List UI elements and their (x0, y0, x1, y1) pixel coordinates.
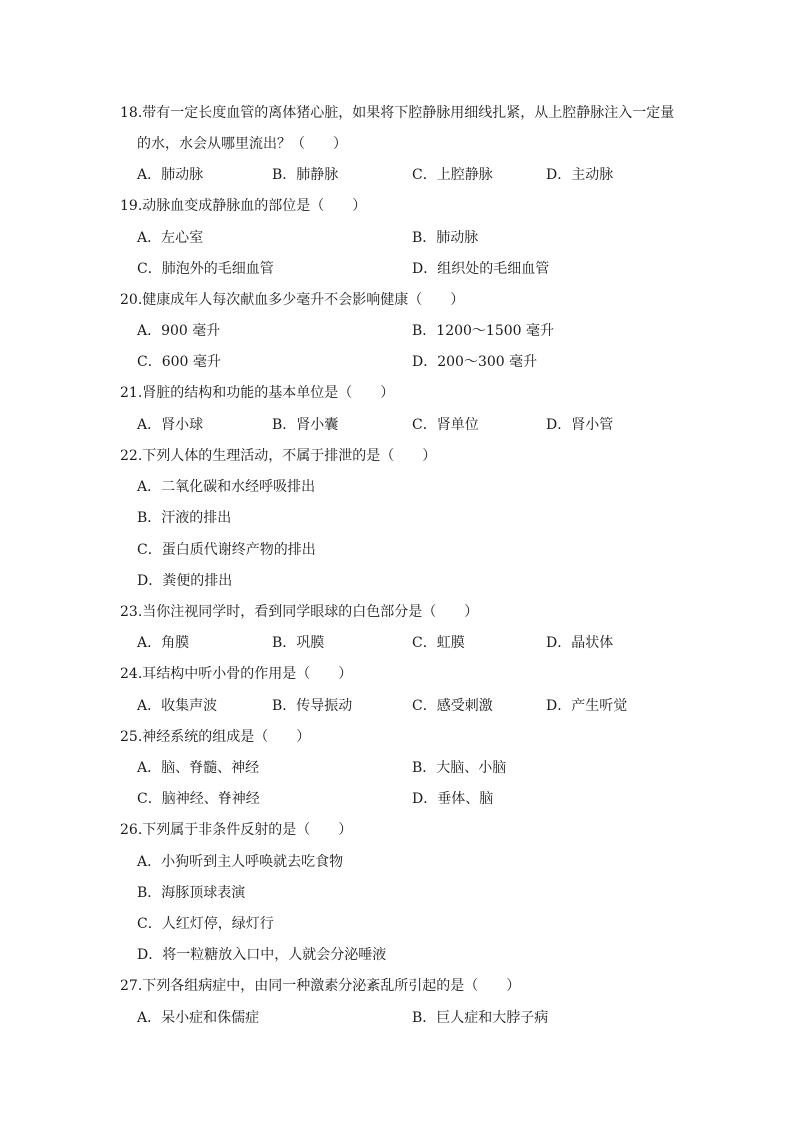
question-text: 当你注视同学时，看到同学眼球的白色部分是（ ） (142, 604, 479, 620)
option-b: B．海豚顶球表演 (137, 885, 246, 901)
option-a: A．小狗听到主人呼唤就去吃食物 (137, 854, 344, 870)
option-c: C．脑神经、脊神经 (137, 791, 260, 807)
option-b: B．大脑、小脑 (412, 760, 507, 776)
option-a: A．左心室 (137, 230, 204, 246)
option-c: C．感受刺激 (412, 698, 493, 714)
option-d: D．晶状体 (546, 635, 614, 651)
option-a: A．呆小症和侏儒症 (137, 1010, 260, 1026)
option-b: B．巨人症和大脖子病 (412, 1010, 549, 1026)
option-d: D．肾小管 (546, 417, 614, 433)
option-b: B．巩膜 (272, 635, 325, 651)
option-a: A．收集声波 (137, 698, 218, 714)
question-text: 健康成年人每次献血多少毫升不会影响健康（ ） (142, 292, 465, 308)
question-text: 耳结构中听小骨的作用是（ ） (142, 666, 353, 682)
option-a: A．二氧化碳和水经呼吸排出 (137, 479, 316, 495)
question-number: 21. (120, 385, 143, 401)
question-text: 下列各组病症中，由同一种激素分泌紊乱所引起的是（ ） (142, 978, 521, 994)
question-number: 18. (120, 105, 143, 121)
option-d: D．主动脉 (546, 167, 614, 183)
option-c: C．上腔静脉 (412, 167, 493, 183)
option-d: D．将一粒糖放入口中，人就会分泌唾液 (137, 947, 387, 963)
option-b: B．肺动脉 (412, 230, 479, 246)
option-a: A．900 毫升 (137, 323, 221, 339)
question-number: 26. (120, 822, 143, 838)
question-18-stem (120, 103, 674, 123)
option-a: A．角膜 (137, 635, 190, 651)
question-text: 带有一定长度血管的离体猪心脏，如果将下腔静脉用细线扎紧，从上腔静脉注入一定量 (142, 105, 675, 121)
option-c: C．人红灯停，绿灯行 (137, 916, 274, 932)
question-number: 20. (120, 292, 143, 308)
question-26-stem (120, 820, 352, 840)
question-22-stem (120, 446, 436, 466)
option-a: A．肺动脉 (137, 167, 204, 183)
question-21-stem (120, 383, 394, 403)
option-b: B．肾小囊 (272, 417, 339, 433)
question-text: 下列属于非条件反射的是（ ） (142, 822, 353, 838)
option-c: C．肾单位 (412, 417, 479, 433)
option-a: A．肾小球 (137, 417, 204, 433)
question-24-stem (120, 664, 352, 684)
option-c: C．虹膜 (412, 635, 465, 651)
option-d: D．200～300 毫升 (412, 354, 538, 370)
question-18-stem-cont: 的水，水会从哪里流出？（ ） (137, 136, 347, 152)
option-c: C．肺泡外的毛细血管 (137, 261, 274, 277)
option-a: A．脑、脊髓、神经 (137, 760, 260, 776)
option-d: D．产生听觉 (546, 698, 628, 714)
option-b: B．传导振动 (272, 698, 353, 714)
option-d: D．粪便的排出 (137, 573, 233, 589)
question-20-stem (120, 290, 464, 310)
question-number: 24. (120, 666, 143, 682)
question-text: 神经系统的组成是（ ） (142, 729, 311, 745)
question-number: 25. (120, 729, 143, 745)
question-23-stem (120, 602, 478, 622)
question-text: 下列人体的生理活动，不属于排泄的是（ ） (142, 448, 437, 464)
question-number: 19. (120, 198, 143, 214)
option-d: D．垂体、脑 (412, 791, 494, 807)
question-number: 23. (120, 604, 143, 620)
option-b: B．汗液的排出 (137, 510, 232, 526)
question-text: 动脉血变成静脉血的部位是（ ） (142, 198, 367, 214)
question-number: 22. (120, 448, 143, 464)
question-19-stem (120, 196, 366, 216)
question-number: 27. (120, 978, 143, 994)
question-27-stem (120, 976, 520, 996)
option-b: B．肺静脉 (272, 167, 339, 183)
question-25-stem (120, 727, 310, 747)
option-d: D．组织处的毛细血管 (412, 261, 550, 277)
question-text: 肾脏的结构和功能的基本单位是（ ） (142, 385, 395, 401)
option-c: C．600 毫升 (137, 354, 221, 370)
option-c: C．蛋白质代谢终产物的排出 (137, 542, 316, 558)
option-b: B．1200～1500 毫升 (412, 323, 554, 339)
